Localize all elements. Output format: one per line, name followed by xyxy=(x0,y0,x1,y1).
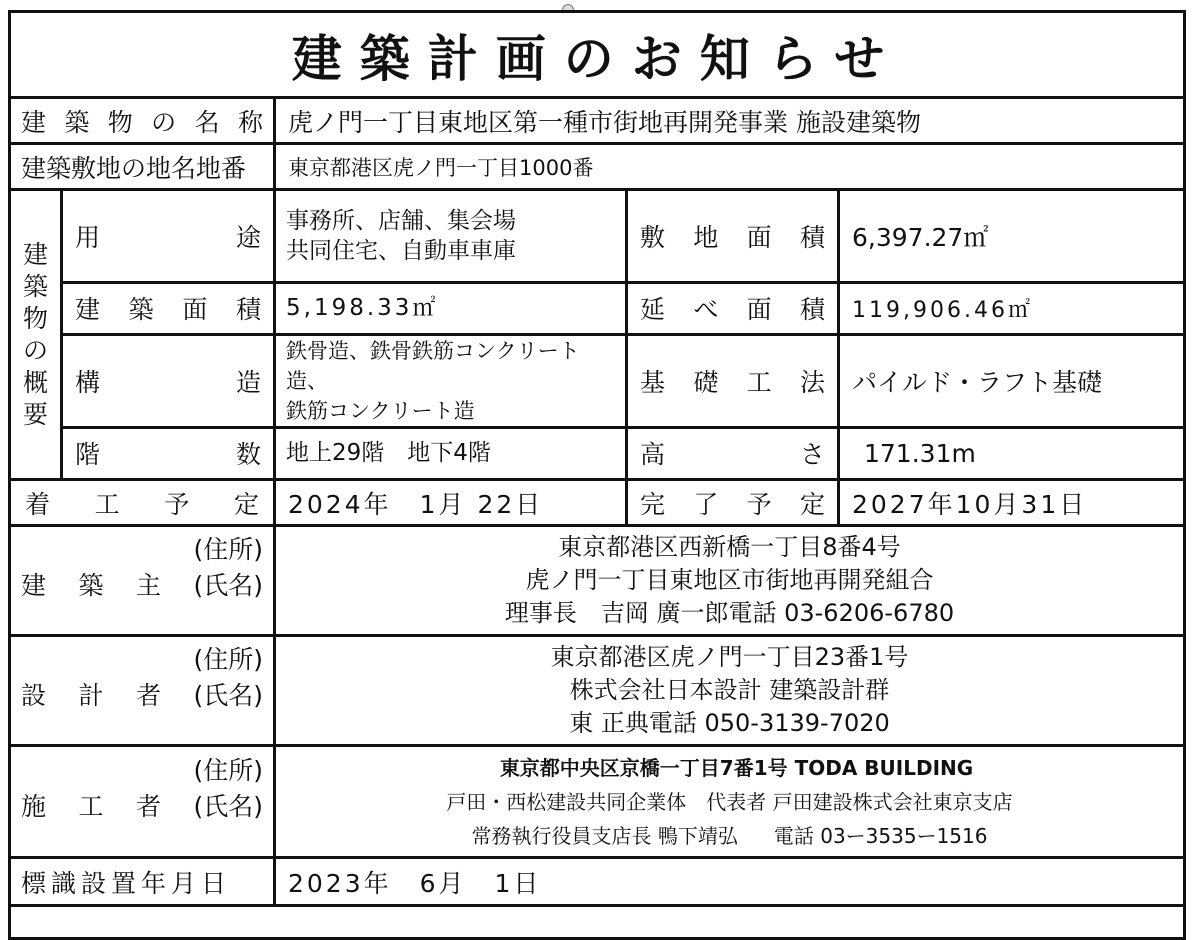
contractor-label xyxy=(11,747,276,856)
owner-row xyxy=(11,527,1183,637)
designer-label-2: 計 xyxy=(78,680,104,710)
owner-name: 虎ノ門一丁目東地区市街地再開発組合 xyxy=(525,566,934,594)
site-area-value: 6,397.27㎡ xyxy=(852,223,989,253)
foundation-label-2: 礎 xyxy=(693,367,719,397)
building-area-label xyxy=(63,284,276,332)
owner-label xyxy=(11,527,276,634)
building-area-label-3: 面 xyxy=(182,295,208,325)
use-value-line1: 事務所、店舗、集会場 xyxy=(286,208,516,235)
owner-tel: 電話 03-6206-6780 xyxy=(728,599,955,627)
contractor-address: 東京都中央区京橋一丁目7番1号 TODA BUILDING xyxy=(499,755,974,780)
site-address-row xyxy=(11,145,1183,191)
building-name-label-char: 称 xyxy=(237,107,263,137)
owner-value xyxy=(276,527,1183,634)
site-area-label-1: 敷 xyxy=(640,223,666,253)
sign-date-label: 標識設置年月日 xyxy=(11,859,276,904)
owner-label-1: 建 xyxy=(21,570,47,600)
overview-row-structure xyxy=(63,336,1183,429)
building-name-label-char: の xyxy=(151,107,177,137)
site-area-label-3: 面 xyxy=(746,223,772,253)
floors-label-2: 数 xyxy=(235,440,261,470)
complete-date-value: 2027年10月31日 xyxy=(852,489,1088,519)
building-name-row xyxy=(11,99,1183,145)
complete-label-3: 予 xyxy=(746,489,772,519)
overview-side-char: の xyxy=(22,335,48,365)
height-label-1: 高 xyxy=(640,440,666,470)
designer-company: 株式会社日本設計 建築設計群 xyxy=(569,676,890,704)
overview-side-char: 要 xyxy=(22,399,48,429)
use-value xyxy=(276,191,628,281)
complete-label-1: 完 xyxy=(640,489,666,519)
building-name-label-char: 名 xyxy=(194,107,220,137)
contractor-tel: 電話 03ー3535ー1516 xyxy=(773,823,988,848)
designer-representative: 東 正典 xyxy=(569,709,649,737)
designer-tel: 電話 050-3139-7020 xyxy=(648,709,890,737)
floors-value: 地上29階 地下4階 xyxy=(276,429,628,478)
designer-row xyxy=(11,637,1183,747)
designer-addr-tag: (住所) xyxy=(193,644,263,674)
structure-label-1: 構 xyxy=(75,367,101,397)
building-area-label-1: 建 xyxy=(75,295,101,325)
overview-side-char: 概 xyxy=(22,367,48,397)
site-area-label-2: 地 xyxy=(693,223,719,253)
complete-date-label xyxy=(628,481,840,524)
start-label-3: 予 xyxy=(164,489,190,519)
contractor-label-3: 者 xyxy=(135,791,161,821)
overview-side-char: 建 xyxy=(22,239,48,269)
owner-address: 東京都港区西新橋一丁目8番4号 xyxy=(558,533,901,561)
contractor-row xyxy=(11,747,1183,859)
overview-row-area xyxy=(63,284,1183,335)
start-date-value xyxy=(276,481,628,524)
structure-label-2: 造 xyxy=(235,367,261,397)
building-area-value: 5,198.33㎡ xyxy=(276,284,628,332)
sign-date-row xyxy=(11,859,1183,907)
contractor-representative: 常務執行役員支店長 鴨下靖弘 xyxy=(471,823,738,848)
floors-label-1: 階 xyxy=(75,440,101,470)
height-label xyxy=(628,429,840,478)
total-floor-area-label-2: べ xyxy=(693,295,719,325)
floors-label xyxy=(63,429,276,478)
owner-label-3: 主 xyxy=(135,570,161,600)
structure-value-line2: 鉄筋コンクリート造 xyxy=(286,398,475,423)
total-floor-area-label xyxy=(628,284,840,332)
use-label-2: 途 xyxy=(235,223,261,253)
contractor-value xyxy=(276,747,1183,856)
designer-name-tag: (氏名) xyxy=(193,680,263,710)
foundation-label-3: 工 xyxy=(746,367,772,397)
contractor-addr-tag: (住所) xyxy=(193,755,263,785)
building-name-label-char: 物 xyxy=(107,107,133,137)
designer-label xyxy=(11,637,276,744)
overview-row-floors xyxy=(63,429,1183,478)
height-value: 171.31m xyxy=(864,438,976,468)
use-value-line2: 共同住宅、自動車車庫 xyxy=(286,238,516,265)
designer-label-1: 設 xyxy=(21,680,47,710)
building-name-label-char: 築 xyxy=(64,107,90,137)
building-name-label xyxy=(11,99,276,142)
owner-label-2: 築 xyxy=(78,570,104,600)
building-overview xyxy=(11,191,1183,481)
structure-value-line1: 鉄骨造、鉄骨鉄筋コンクリート造、 xyxy=(286,338,580,393)
overview-side-label xyxy=(11,191,63,478)
foundation-label-4: 法 xyxy=(799,367,825,397)
site-area-label xyxy=(628,191,840,281)
contractor-label-2: 工 xyxy=(78,791,104,821)
foundation-label-1: 基 xyxy=(640,367,666,397)
total-floor-area-value: 119,906.46㎡ xyxy=(852,297,1033,323)
sign-date-value: 2023年 6月 1日 xyxy=(288,868,542,898)
building-area-label-2: 築 xyxy=(128,295,154,325)
overview-side-char: 物 xyxy=(22,303,48,333)
overview-side-char: 築 xyxy=(22,271,48,301)
designer-value xyxy=(276,637,1183,744)
building-name-label-char: 建 xyxy=(21,107,47,137)
site-address-value: 東京都港区虎ノ門一丁目1000番 xyxy=(288,155,594,180)
start-date-label xyxy=(11,481,276,524)
overview-grid xyxy=(63,191,1183,478)
use-label-1: 用 xyxy=(75,223,101,253)
overview-row-use xyxy=(63,191,1183,284)
structure-value xyxy=(276,336,628,426)
complete-label-2: 了 xyxy=(693,489,719,519)
designer-label-3: 者 xyxy=(135,680,161,710)
designer-address: 東京都港区虎ノ門一丁目23番1号 xyxy=(550,643,909,671)
total-floor-area-label-3: 面 xyxy=(746,295,772,325)
complete-label-4: 定 xyxy=(799,489,825,519)
foundation-label xyxy=(628,336,840,426)
site-address-label: 建築敷地の地名地番 xyxy=(11,145,276,188)
start-label-2: 工 xyxy=(94,489,120,519)
schedule-row xyxy=(11,481,1183,527)
contractor-name-tag: (氏名) xyxy=(193,791,263,821)
foundation-value: パイルド・ラフト基礎 xyxy=(852,367,1103,397)
owner-name-tag: (氏名) xyxy=(193,570,263,600)
total-floor-area-label-4: 積 xyxy=(799,295,825,325)
owner-representative: 理事長 吉岡 廣一郎 xyxy=(504,599,729,627)
building-area-label-4: 積 xyxy=(235,295,261,325)
notice-board xyxy=(8,10,1186,940)
start-label-1: 着 xyxy=(25,489,51,519)
contractor-label-1: 施 xyxy=(21,791,47,821)
owner-addr-tag: (住所) xyxy=(193,534,263,564)
use-label xyxy=(63,191,276,281)
structure-label xyxy=(63,336,276,426)
building-name-value: 虎ノ門一丁目東地区第一種市街地再開発事業 施設建築物 xyxy=(288,107,921,137)
start-label-4: 定 xyxy=(233,489,259,519)
total-floor-area-label-1: 延 xyxy=(640,295,666,325)
site-area-label-4: 積 xyxy=(799,223,825,253)
page-title: 建築計画のお知らせ xyxy=(11,13,1183,99)
height-label-2: さ xyxy=(799,440,825,470)
contractor-company: 戸田・西松建設共同企業体 代表者 戸田建設株式会社東京支店 xyxy=(446,789,1013,814)
start-date-text: 2024年 1月 22日 xyxy=(288,489,544,519)
